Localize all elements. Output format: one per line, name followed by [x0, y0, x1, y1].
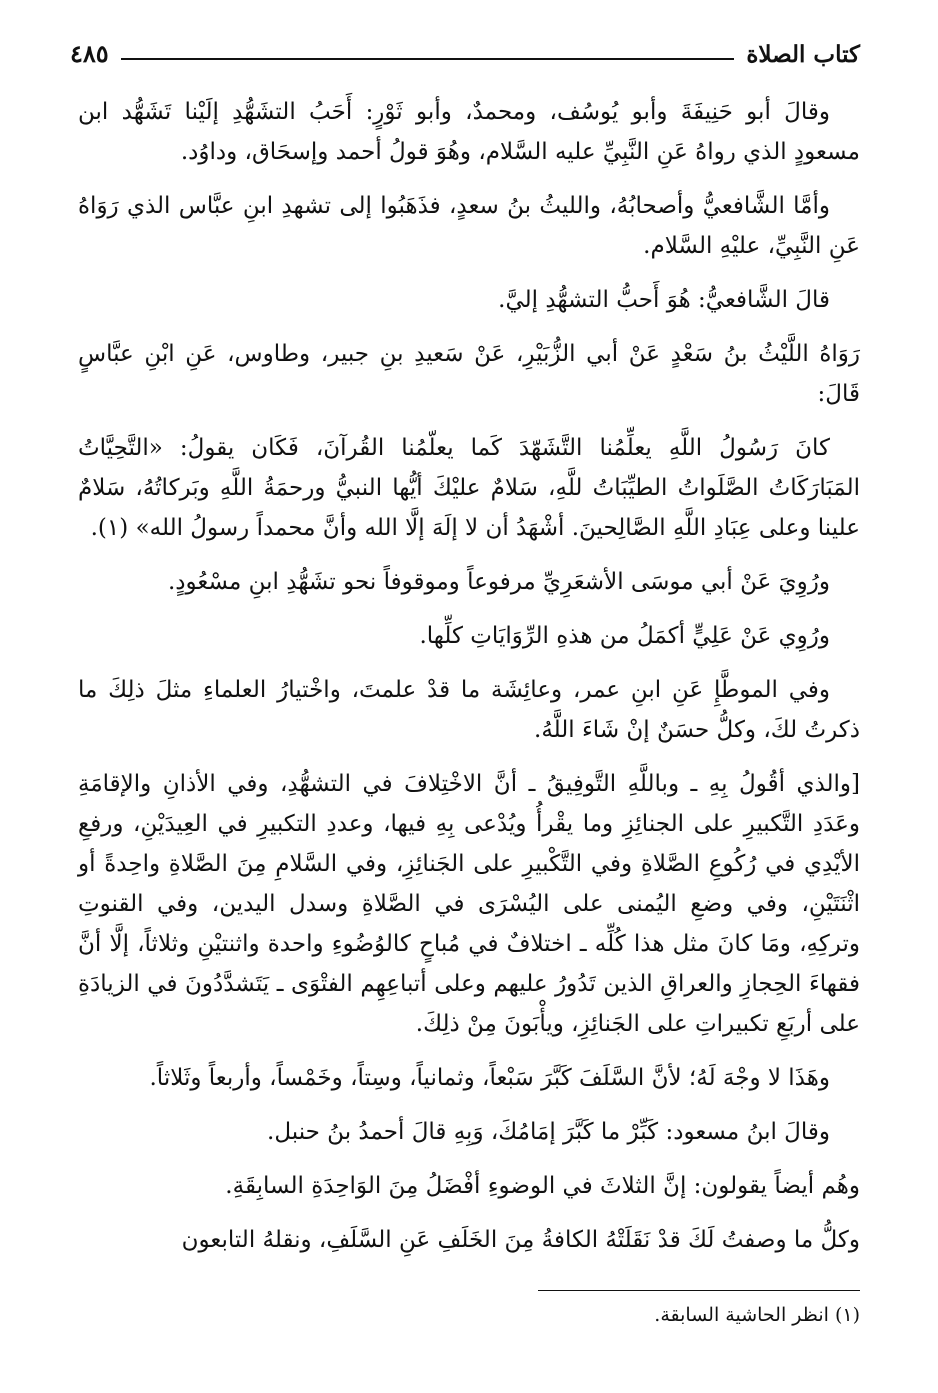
page-header: [70, 28, 860, 68]
paragraph: ورُوِيَ عَنْ أبي موسَى الأشعَرِيِّ مرفوعاً وموقوفاً نحو تشَهُّدِ ابنِ مسْعُودٍ.: [167, 569, 830, 595]
paragraph: [والذي أقُولُ بِهِ ـ وباللَّهِ التَّوفِيقُ ـ أنَّ الاخْتِلافَ في التشهُّدِ، وفي الأذانِ والإقامَةِ وعَدَدِ التَّكبيرِ على الجنائِزِ وما يقْرأُ ويُدْعى بِهِ فيها، وعددِ التكبيرِ في العِيدَيْنِ، ورفعِ الأيْدِي في رُكُوعِ الصَّلاةِ وفي التَّكْبيرِ على الجَنائِزِ، وفي السَّلامِ مِنَ الصَّلاةِ واحِدةً أو اثْنَتَيْنِ، وفي وضعِ اليُمنى على اليُسْرَى في الصَّلاةِ وسدل اليدين، وفي القنوتِ وتركِهِ، ومَا كانَ مثل هذا كُلِّه ـ اختلافٌ في مُباحٍ كالوُضُوءِ واحدة واثنتيْنِ وثلاثاً، إلَّا أنَّ فقهاءَ الحِجازِ والعراقِ الذين تَدُورُ عليهم وعلى أتباعِهِم الفتْوَى ـ يَتَشدَّدُونَ في الزيادَةِ على أربَعِ تكبيراتِ على الجَنائِزِ، ويأْبَونَ مِنْ ذلِكَ.: [78, 771, 861, 1037]
footnote: (١) انظر الحاشية السابقة.: [654, 1304, 860, 1326]
page-number: ٤٨٥: [70, 39, 109, 68]
paragraph: وقالَ أبو حَنِيفَةَ وأبو يُوسُف، ومحمدٌ، وأبو ثَوْرٍ: أَحَبُ التشَهُّدِ إلَيْنا تَشَهُّد ابن مسعودٍ الذي رواهُ عَنِ النَّبِيِّ عليه السَّلام، وهُوَ قولُ أحمد وإسحَاق، وداوُد.: [78, 99, 860, 165]
paragraph: وهُم أيضاً يقولون: إنَّ الثلاثَ في الوضوءِ أفْضَلُ مِنَ الوَاحِدَةِ السابِقَةِ.: [225, 1173, 860, 1199]
paragraph: وكلُّ ما وصفتُ لَكَ قدْ نَقَلَتْهُ الكافةُ مِنَ الخَلَفِ عَنِ السَّلَفِ، ونقلهُ التابعون: [181, 1227, 860, 1253]
paragraph: وهَذَا لا وجْهَ لَهُ؛ لأنَّ السَّلَفَ كَبَّرَ سَبْعاً، وثمانياً، وسِتاً، وخَمْساً، وأربعاً وثَلاثاً.: [149, 1065, 830, 1091]
paragraph: وأمَّا الشَّافعيُّ وأصحابُهُ، والليثُ بنُ سعدٍ، فذَهَبُوا إلى تشهدِ ابنِ عبَّاس الذي رَوَاهُ عَنِ النَّبِيِّ، عليْهِ السَّلام.: [78, 193, 860, 259]
header-rule: [121, 58, 735, 60]
paragraph: كانَ رَسُولُ اللَّهِ يعلِّمُنا التَّشَهّدَ كَما يعلّمُنا القُرآنَ، فَكَان يقولُ: «التَّحِيَّاتُ المَبَارَكَاتُ الصَّلَواتُ الطيِّبَاتُ للَّهِ، سَلامٌ عليْكَ أيُّها النبيُّ ورحمَةُ اللَّهِ وبَركاتُهُ، سَلامٌ علينا وعلى عِبَادِ اللَّهِ الصَّالِحينَ. أشْهَدُ أن لا إلَهَ إلَّا الله وأنَّ محمداً رسولُ الله» (١).: [78, 435, 860, 541]
paragraph: قالَ الشَّافعيُّ: هُوَ أَحبُّ التشهُّدِ إليَّ.: [498, 287, 830, 313]
footnote-divider: [538, 1290, 860, 1291]
book-title: كتاب الصلاة: [746, 41, 860, 68]
page-body: [78, 92, 860, 1274]
paragraph: ورُوِي عَنْ عَلِيٍّ أكمَلُ من هذهِ الرِّوَايَاتِ كلِّها.: [419, 623, 830, 649]
paragraph: وفي الموطَّإِ عَنِ ابنِ عمر، وعائِشَة ما قدْ علمتَ، واخْتيارُ العلماءِ مثلَ ذلِكَ ما ذكرتُ لكَ، وكلُّ حسَنٌ إنْ شَاءَ اللَّهُ.: [78, 677, 860, 743]
paragraph: وقالَ ابنُ مسعود: كَبِّرْ ما كَبَّرَ إمَامُكَ، وَبِهِ قالَ أحمدُ بنُ حنبل.: [267, 1119, 830, 1145]
paragraph: رَوَاهُ اللَّيْثُ بنُ سَعْدٍ عَنْ أبي الزُّبَيْرِ، عَنْ سَعيدِ بنِ جبير، وطاوس، عَنِ ابْنِ عبَّاسٍ قَالَ:: [78, 341, 860, 407]
